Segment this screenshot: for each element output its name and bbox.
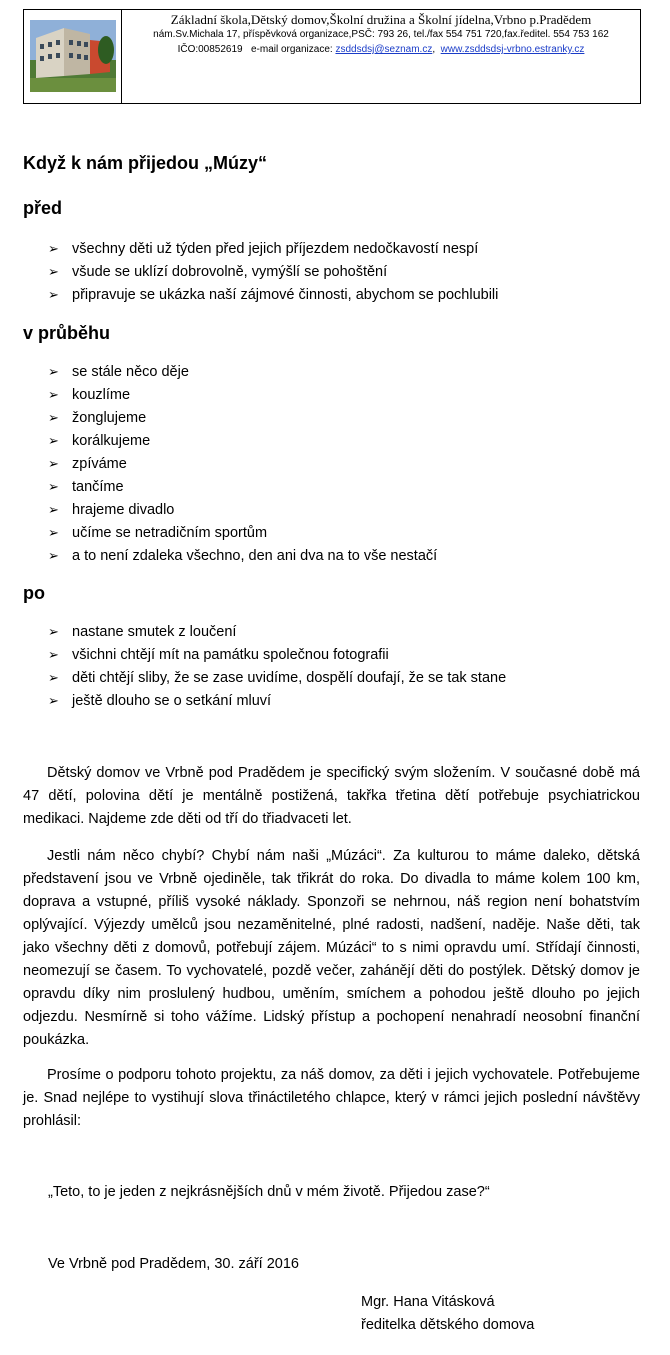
arrow-bullet-icon: ➢ — [48, 433, 59, 448]
list-item-text: a to není zdaleka všechno, den ani dva na to vše nestačí — [72, 548, 438, 564]
school-building-photo — [24, 10, 122, 103]
arrow-bullet-icon: ➢ — [48, 456, 59, 471]
signatory-name: Mgr. Hana Vitásková — [361, 1294, 495, 1310]
list-item-text: připravuje se ukázka naší zájmové činnosti, abychom se pochlubili — [72, 287, 499, 303]
list-item — [48, 429, 437, 452]
list-item-text: korálkujeme — [72, 433, 151, 449]
list-item — [48, 498, 437, 521]
arrow-bullet-icon: ➢ — [48, 387, 59, 402]
list-item — [48, 452, 437, 475]
arrow-bullet-icon: ➢ — [48, 647, 59, 662]
list-after — [48, 620, 506, 712]
arrow-bullet-icon: ➢ — [48, 502, 59, 517]
school-name: Základní škola,Dětský domov,Školní družina a Školní jídelna,Vrbno p.Pradědem — [170, 12, 592, 27]
boy-quote: „Teto, to je jeden z nejkrásnějších dnů v mém životě. Přijedou zase?“ — [48, 1184, 490, 1200]
arrow-bullet-icon: ➢ — [48, 479, 59, 494]
paragraph-intro: Dětský domov ve Vrbně pod Pradědem je specifický svým složením. V současné době má 47 dětí, polovina dětí je mentálně postižená, takřka třetina dětí potřebuje psychiatrickou medikaci. Najdeme zde děti od tří do třiadvaceti let. — [23, 765, 640, 827]
list-during — [48, 360, 437, 567]
arrow-bullet-icon: ➢ — [48, 624, 59, 639]
list-item-text: všichni chtějí mít na památku společnou fotografii — [72, 647, 389, 663]
contact-line — [122, 42, 640, 57]
list-item — [48, 666, 506, 689]
list-item-text: tančíme — [72, 479, 124, 495]
contact-separator: , — [432, 44, 436, 55]
arrow-bullet-icon: ➢ — [48, 548, 59, 563]
building-photo-icon — [30, 20, 116, 92]
list-item-text: všude se uklízí dobrovolně, vymýšlí se pohoštění — [72, 264, 388, 280]
list-item — [48, 237, 498, 260]
arrow-bullet-icon: ➢ — [48, 264, 59, 279]
list-item-text: nastane smutek z loučení — [72, 624, 237, 640]
list-item-text: hrajeme divadlo — [72, 502, 175, 518]
list-item-text: učíme se netradičním sportům — [72, 525, 268, 541]
list-item — [48, 620, 506, 643]
signatory-role: ředitelka dětského domova — [361, 1317, 535, 1333]
arrow-bullet-icon: ➢ — [48, 410, 59, 425]
list-item — [48, 689, 506, 712]
arrow-bullet-icon: ➢ — [48, 287, 59, 302]
arrow-bullet-icon: ➢ — [48, 364, 59, 379]
list-item-text: se stále něco děje — [72, 364, 189, 380]
section-heading-during: v průběhu — [23, 323, 111, 343]
list-item — [48, 643, 506, 666]
list-item — [48, 360, 437, 383]
paragraph-request: Prosíme o podporu tohoto projektu, za náš domov, za děti i jejich vychovatele. Potřebujeme je. Snad nejlépe to vystihují slova třináctiletého chlapce, který v rámci jejich poslední návštěvy prohlásil: — [23, 1067, 640, 1129]
email-label: e-mail organizace: — [250, 44, 333, 55]
list-item — [48, 260, 498, 283]
paragraph-needs: Jestli nám něco chybí? Chybí nám naši „Múzáci“. Za kulturou to máme daleko, dětská představení jsou ve Vrbně ojediněle, tak třikrát do roka. Do divadla to máme kolem 100 km, doprava a vstupné, příliš vysoké náklady. Sponzoři se nehrnou, náš region není bohatstvím oplývající. Výjezdy umělců jsou nezaměnitelné, plné radosti, nadšení, naděje. Naše děti, tak jako všechny děti z domovů, potřebují zájem. Múzáci“ to s nimi opravdu umí. Střídají činnosti, neomezují se časem. To vychovatelé, pozdě večer, zahánějí děti do postýlek. Dětský domov je opravdu díky nim proslulený hudbou, uměním, smíchem a pohodou ještě dlouho po jejich odjezdu. Nesmírně si toho vážíme. Lidský přístup a pochopení nenahradí neosobní finanční poukázka. — [23, 848, 640, 1048]
list-item — [48, 475, 437, 498]
list-item-text: žonglujeme — [72, 410, 147, 426]
list-item-text: děti chtějí sliby, že se zase uvidíme, dospělí doufají, že se tak stane — [72, 670, 507, 686]
section-heading-before: před — [23, 198, 63, 218]
website-link[interactable]: www.zsddsdsj-vrbno.estranky.cz — [440, 44, 585, 55]
arrow-bullet-icon: ➢ — [48, 670, 59, 685]
list-item-text: zpíváme — [72, 456, 127, 472]
arrow-bullet-icon: ➢ — [48, 693, 59, 708]
list-item — [48, 521, 437, 544]
letterhead-info — [122, 10, 640, 57]
email-link[interactable]: zsddsdsj@seznam.cz — [335, 44, 433, 55]
arrow-bullet-icon: ➢ — [48, 525, 59, 540]
ico-number: IČO:00852619 — [177, 44, 243, 55]
letterhead — [23, 9, 641, 104]
section-heading-after: po — [23, 583, 45, 603]
list-before — [48, 237, 498, 306]
list-item — [48, 544, 437, 567]
place-and-date: Ve Vrbně pod Pradědem, 30. září 2016 — [48, 1256, 299, 1272]
arrow-bullet-icon: ➢ — [48, 241, 59, 256]
list-item-text: všechny děti už týden před jejich příjezdem nedočkavostí nespí — [72, 241, 479, 257]
list-item — [48, 406, 437, 429]
list-item-text: ještě dlouho se o setkání mluví — [72, 693, 272, 709]
list-item — [48, 383, 437, 406]
list-item — [48, 283, 498, 306]
school-address: nám.Sv.Michala 17, příspěvková organizace,PSČ: 793 26, tel./fax 554 751 720,fax.ředitel. 554 753 162 — [153, 29, 609, 40]
page-title: Když k nám přijedou „Múzy“ — [23, 153, 268, 173]
list-item-text: kouzlíme — [72, 387, 131, 403]
